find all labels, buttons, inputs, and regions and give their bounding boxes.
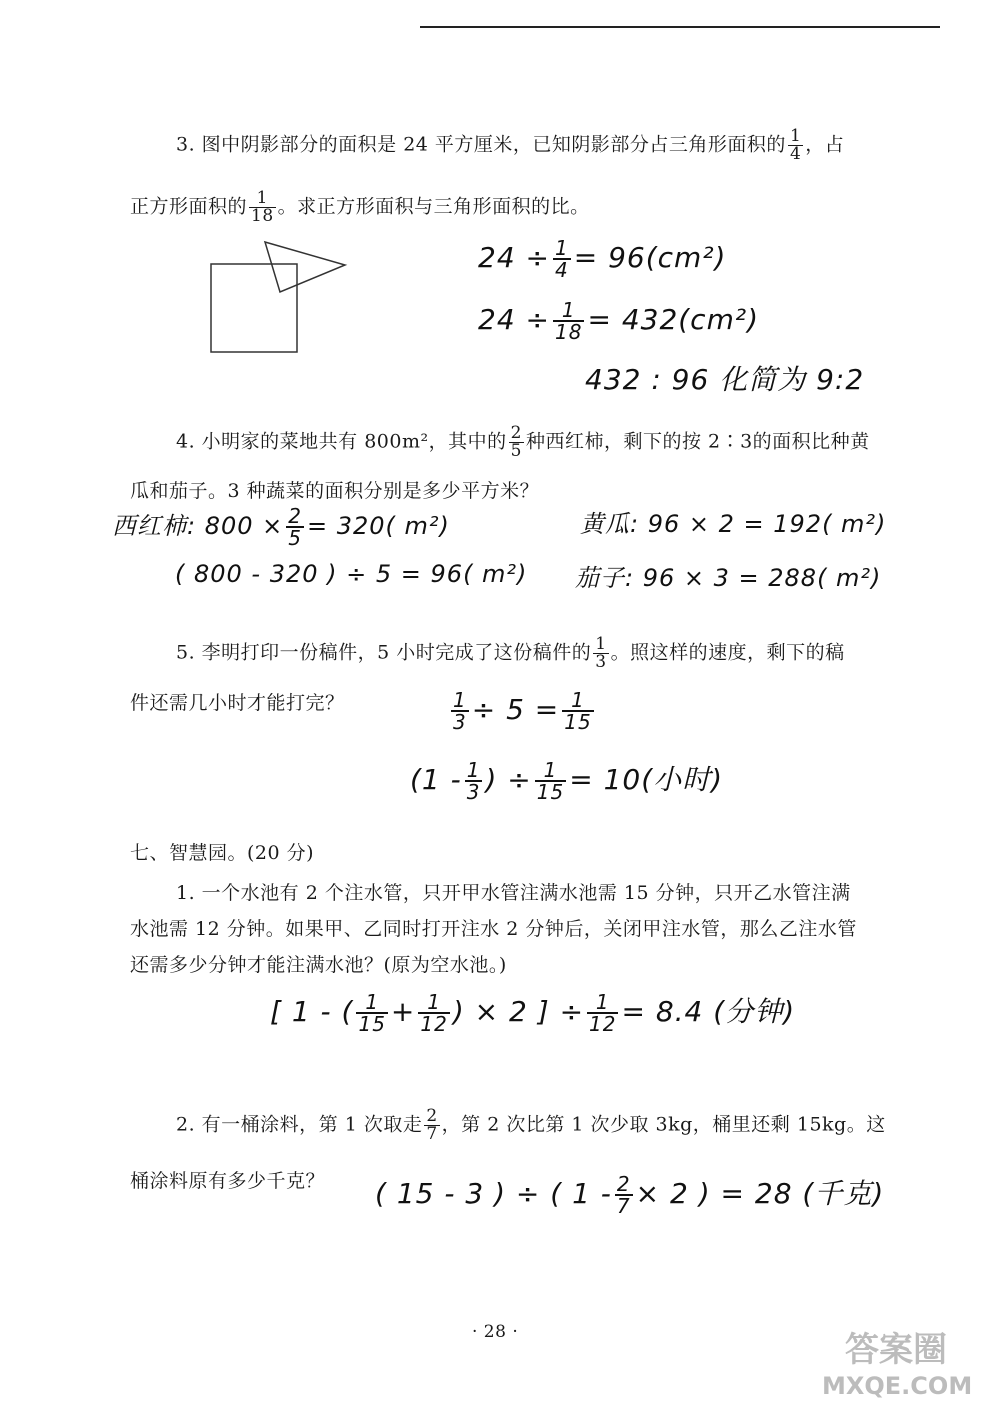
s7-q1-line2: 水池需 12 分钟。如果甲、乙同时打开注水 2 分钟后，关闭甲注水管，那么乙注水管	[130, 918, 857, 940]
triangle-shape	[265, 242, 345, 292]
q4-answer-cucumber: 黄瓜: 96 × 2 = 192( m²)	[580, 510, 887, 538]
q5-answer-2: (1 - $\frac{1}{3}$ ) ÷ $\frac{1}{15}$ = 10(小时)	[410, 758, 724, 804]
square-triangle-figure	[200, 232, 360, 362]
s7-q2-line2: 桶涂料原有多少千克？	[130, 1170, 326, 1192]
s7-q1-answer: [ 1 - ( $\frac{1}{15}$ + $\frac{1}{12}$ ) × 2 ] ÷ $\frac{1}{12}$ = 8.4 (分钟)	[270, 990, 796, 1036]
s7-q2-line1: 2. 有一桶涂料，第 1 次取走 $\frac{2}{7}$ ，第 2 次比第 1 次少取 3kg，桶里还剩 15kg。这	[176, 1106, 886, 1144]
s7-q2-answer: ( 15 - 3 ) ÷ ( 1 - $\frac{2}{7}$ × 2 ) = 28 (千克)	[375, 1172, 885, 1218]
fraction: $\frac{1}{3}$	[595, 634, 607, 672]
section-7-title: 七、智慧园。(20 分)	[130, 842, 315, 864]
watermark-url: MXQE.COM	[822, 1372, 973, 1400]
q5-line2: 件还需几小时才能打完？	[130, 692, 345, 714]
q4-line2: 瓜和茄子。3 种蔬菜的面积分别是多少平方米？	[130, 480, 540, 502]
square-shape	[211, 264, 297, 352]
watermark-logo: 答案圈	[845, 1330, 947, 1370]
q4-answer-tomato: 西红柿: 800 × $\frac{2}{5}$ = 320( m²)	[112, 504, 450, 550]
q3-answer-3: 432 : 96 化简为 9:2	[585, 363, 865, 396]
q3-line1: 3. 图中阴影部分的面积是 24 平方厘米，已知阴影部分占三角形面积的 $\frac{1}{4}$ ，占	[176, 126, 845, 164]
page-number: · 28 ·	[472, 1322, 519, 1342]
q4-answer-remainder: ( 800 - 320 ) ÷ 5 = 96( m²)	[175, 560, 528, 588]
s7-q1-line1: 1. 一个水池有 2 个注水管，只开甲水管注满水池需 15 分钟，只开乙水管注满	[176, 882, 851, 904]
fraction: $\frac{2}{7}$	[426, 1106, 438, 1144]
fraction: $\frac{2}{5}$	[510, 423, 522, 461]
q3-answer-2: 24 ÷ $\frac{1}{18}$ = 432(cm²)	[478, 298, 759, 344]
top-rule	[420, 26, 940, 28]
q4-line1: 4. 小明家的菜地共有 800m²，其中的 $\frac{2}{5}$ 种西红柿，剩下的按 2∶3的面积比种黄	[176, 423, 870, 461]
q5-line1: 5. 李明打印一份稿件，5 小时完成了这份稿件的 $\frac{1}{3}$ 。照这样的速度，剩下的稿	[176, 634, 845, 672]
q5-answer-1: $\frac{1}{3}$ ÷ 5 = $\frac{1}{15}$	[453, 688, 592, 734]
fraction: $\frac{1}{4}$	[789, 126, 802, 164]
q4-answer-eggplant: 茄子: 96 × 3 = 288( m²)	[575, 564, 882, 592]
q3-answer-1: 24 ÷ $\frac{1}{4}$ = 96(cm²)	[478, 236, 727, 282]
q3-line2: 正方形面积的 $\frac{1}{18}$ 。求正方形面积与三角形面积的比。	[130, 188, 590, 226]
fraction: $\frac{1}{18}$	[251, 188, 274, 226]
s7-q1-line3: 还需多少分钟才能注满水池？(原为空水池。)	[130, 954, 507, 976]
